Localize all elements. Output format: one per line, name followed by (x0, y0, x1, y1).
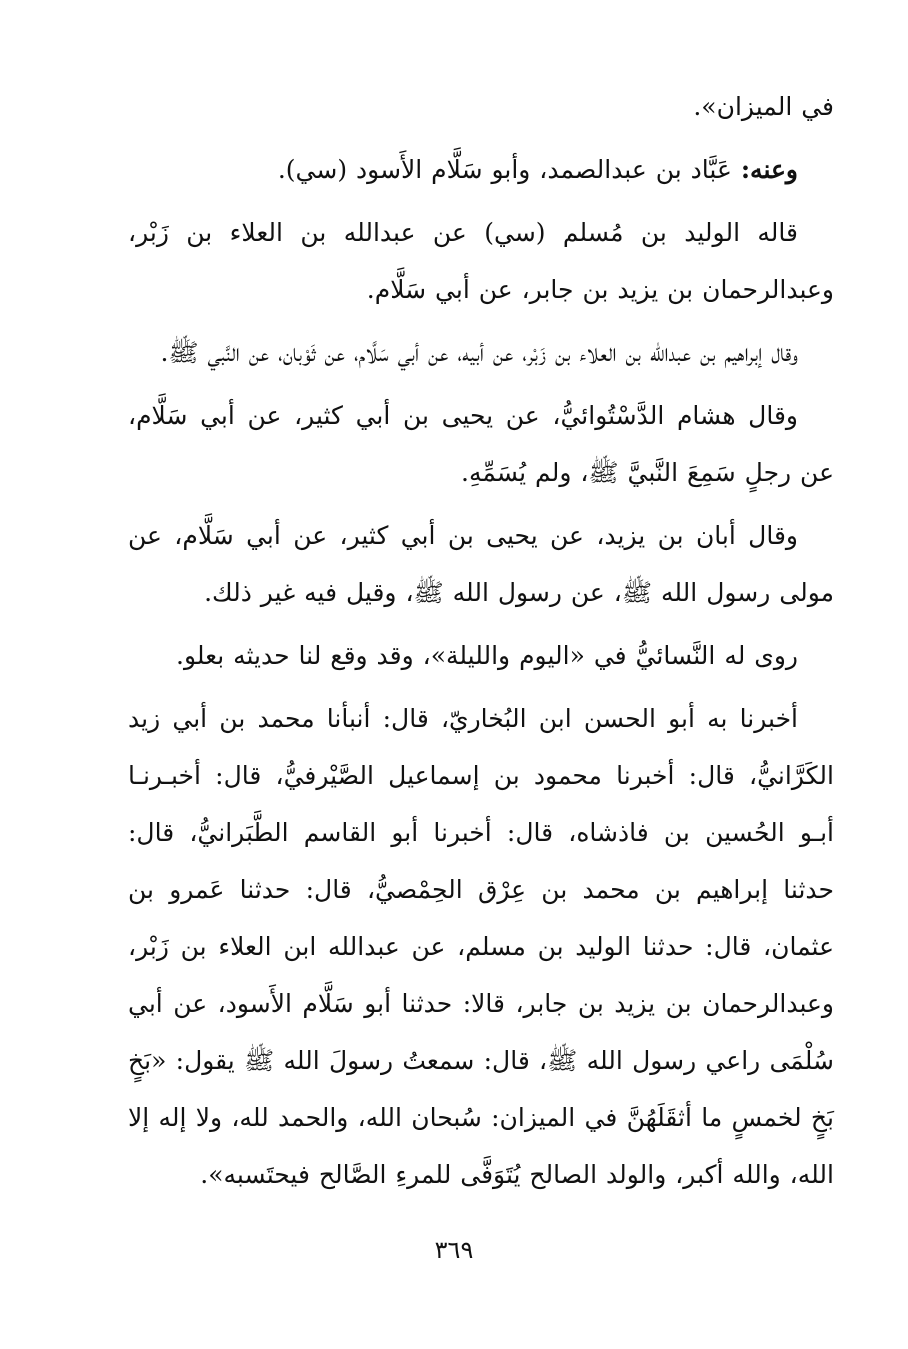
students-label: وعنه: (740, 155, 798, 184)
page-body (128, 78, 834, 1288)
page-number: ٣٦٩ (434, 1236, 474, 1264)
paragraph-narration-2: وقال إبراهيم بن عبدالله بن العلاء بن زَبْر، عن أبيه، عن أبي سَلَّام، عن ثَوْبان، عن النَّبي ﷺ. (160, 338, 798, 367)
paragraph-narration-1: قاله الوليد بن مُسلم (سي) عن عبدالله بن العلاء بن زَبْر، وعبدالرحمان بن يزيد بن جابر، عن أبي سَلَّام. (128, 218, 834, 304)
paragraph-students (128, 141, 834, 198)
paragraph-hadith: أخبرنا به أبو الحسن ابن البُخاريّ، قال: أنبأنا محمد بن أبي زيد الكَرَّانيُّ، قال: أخبرنا محمود بن إسماعيل الصَّيْرفيُّ، قال: أخبـرنـا أبـو الحُسين بن فاذشاه، قال: أخبرنا أبو القاسم الطَّبَرانيُّ، قال: حدثنا إبراهيم بن محمد بن عِرْق الحِمْصيُّ، قال: حدثنا عَمرو بن عثمان، قال: حدثنا الوليد بن مسلم، عن عبدالله ابن العلاء بن زَبْر، وعبدالرحمان بن يزيد بن جابر، قالا: حدثنا أبو سَلَّام الأَسود، عن أبي سُلْمَى راعي رسول الله ﷺ، قال: سمعتُ رسولَ الله ﷺ يقول: «بَخٍ بَخٍ لخمسٍ ما أثقَلَهُنَّ في الميزان: سُبحان الله، والحمد لله، ولا إله إلا الله، والله أكبر، والولد الصالح يُتَوَفَّى للمرءِ الصَّالح فيحتَسبه». (128, 704, 834, 1189)
paragraph-narration-4: وقال أبان بن يزيد، عن يحيى بن أبي كثير، عن أبي سَلَّام، عن مولى رسول الله ﷺ، عن رسول الله ﷺ، وقيل فيه غير ذلك. (128, 521, 834, 607)
paragraph-narration-3: وقال هشام الدَّسْتُوائيُّ، عن يحيى بن أبي كثير، عن أبي سَلَّام، عن رجلٍ سَمِعَ النَّبيَّ ﷺ، ولم يُسَمِّهِ. (128, 401, 834, 487)
paragraph-continuation: في الميزان». (693, 92, 834, 121)
paragraph-nasai: روى له النَّسائيُّ في «اليوم والليلة»، وقد وقع لنا حديثه بعلو. (176, 641, 798, 670)
students-text: عَبَّاد بن عبدالصمد، وأبو سَلَّام الأَسود (سي). (277, 155, 741, 184)
